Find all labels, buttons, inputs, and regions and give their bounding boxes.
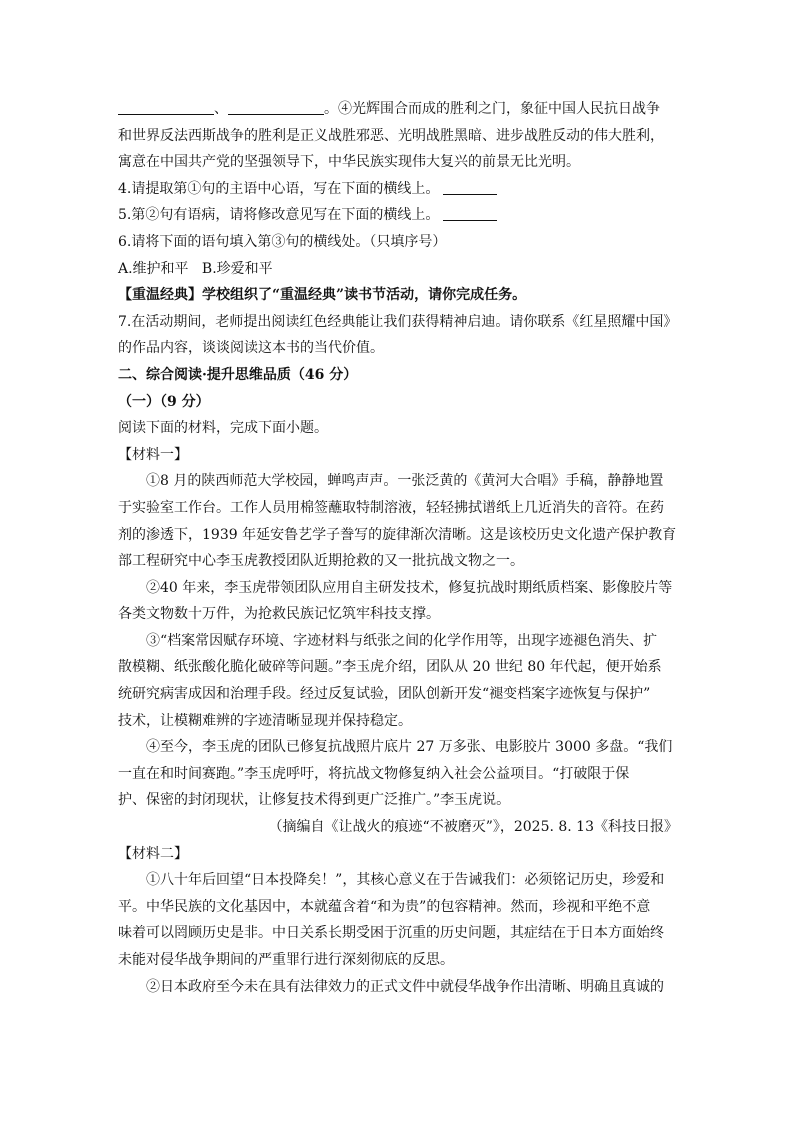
- material-1-line: 部工程研究中心李玉虎教授团队近期抢救的又一批抗战文物之一。: [118, 553, 524, 570]
- separator: 、: [214, 101, 228, 117]
- material-2-line: ②日本政府至今未在具有法律效力的正式文件中就侵华战争作出清晰、明确且真诚的: [146, 978, 664, 995]
- fill-in-line: [118, 96, 678, 123]
- question-6-options: A.维护和平 B.珍爱和平: [118, 260, 273, 277]
- answer-blank-2[interactable]: [228, 100, 324, 115]
- answer-blank-q4[interactable]: [443, 180, 497, 195]
- answer-blank-q5[interactable]: [443, 206, 497, 221]
- material-1-line: 各类文物数十万件，为抢救民族记忆筑牢科技支撑。: [118, 606, 440, 623]
- material-1-line: 散模糊、纸张酸化脆化破碎等问题。”李玉虎介绍，团队从 20 世纪 80 年代起，便开始系: [118, 659, 662, 676]
- material-2-heading: 【材料二】: [118, 845, 188, 862]
- material-1-line: ②40 年来，李玉虎带领团队应用自主研发技术，修复抗战时期纸质档案、影像胶片等: [146, 579, 673, 596]
- material-1-heading: 【材料一】: [118, 446, 188, 463]
- material-2-line: 未能对侵华战争期间的严重罪行进行深刻彻底的反思。: [118, 952, 454, 968]
- paragraph-line: 寓意在中国共产党的坚强领导下，中华民族实现伟大复兴的前景无比光明。: [118, 154, 580, 171]
- question-5: 5.第②句有语病，请将修改意见写在下面的横线上。: [118, 202, 678, 229]
- material-1-line: 一直在和时间赛跑。”李玉虎呼吁，将抗战文物修复纳入社会公益项目。“打破限于保: [118, 765, 630, 782]
- material-1-line: 于实验室工作台。工作人员用棉签蘸取特制溶液，轻轻拂拭谱纸上几近消失的音符。在药: [118, 499, 664, 516]
- separator: 。: [324, 101, 338, 117]
- material-2-line: 平。中华民族的文化基因中，本就蕴含着“和为贵”的包容精神。然而，珍视和平绝不意: [118, 898, 651, 915]
- question-7-cont: 的作品内容，谈谈阅读这本书的当代价值。: [118, 340, 384, 357]
- paragraph-text: ④光辉围合而成的胜利之门，象征中国人民抗日战争: [338, 101, 660, 117]
- material-1-line: ①8 月的陕西师范大学校园，蝉鸣声声。一张泛黄的《黄河大合唱》手稿，静静地置: [146, 473, 664, 490]
- paragraph-line: 和世界反法西斯战争的胜利是正义战胜邪恶、光明战胜黑暗、进步战胜反动的伟大胜利，: [118, 127, 664, 144]
- material-2-line: 味着可以罔顾历史是非。中日关系长期受困于沉重的历史问题，其症结在于日本方面始终: [118, 925, 664, 942]
- instruction: 阅读下面的材料，完成下面小题。: [118, 420, 328, 437]
- material-1-line: ④至今，李玉虎的团队已修复抗战照片底片 27 万多张、电影胶片 3000 多盘。“我们: [146, 739, 673, 756]
- material-1-line: 技术，让模糊难辨的字迹清晰显现并保持稳定。: [118, 712, 412, 729]
- material-1-line: 统研究病害成因和治理手段。经过反复试验，团队创新开发“褪变档案字迹恢复与保护”: [118, 686, 651, 703]
- document-page: [118, 96, 678, 1000]
- answer-blank-1[interactable]: [118, 100, 214, 115]
- material-1-line: 剂的渗透下，1939 年延安鲁艺学子誊写的旋律渐次清晰。这是该校历史文化遗产保护教育: [118, 526, 677, 543]
- section-title: 二、综合阅读·提升思维品质（46 分）: [118, 366, 358, 383]
- material-1-line: ③“档案常因赋存环境、字迹材料与纸张之间的化学作用等，出现字迹褪色消失、扩: [146, 632, 658, 649]
- material-1-line: 护、保密的封闭现状，让修复技术得到更广泛推广。”李玉虎说。: [118, 792, 511, 809]
- question-6: 6.请将下面的语句填入第③句的横线处。（只填序号）: [118, 233, 447, 250]
- question-4: 4.请提取第①句的主语中心语，写在下面的横线上。: [118, 176, 678, 203]
- material-2-line: ①八十年后回望“日本投降矣！”，其核心意义在于告诫我们：必须铭记历史，珍爱和: [146, 872, 665, 889]
- subsection-title: （一）（9 分）: [118, 393, 210, 410]
- task-heading: 【重温经典】学校组织了“重温经典”读书节活动，请你完成任务。: [118, 287, 527, 304]
- question-7: 7.在活动期间，老师提出阅读红色经典能让我们获得精神启迪。请你联系《红星照耀中国》: [118, 313, 678, 330]
- material-1-source: （摘编自《让战火的痕迹“不被磨灭”》，2025. 8. 13《科技日报》: [268, 819, 678, 836]
